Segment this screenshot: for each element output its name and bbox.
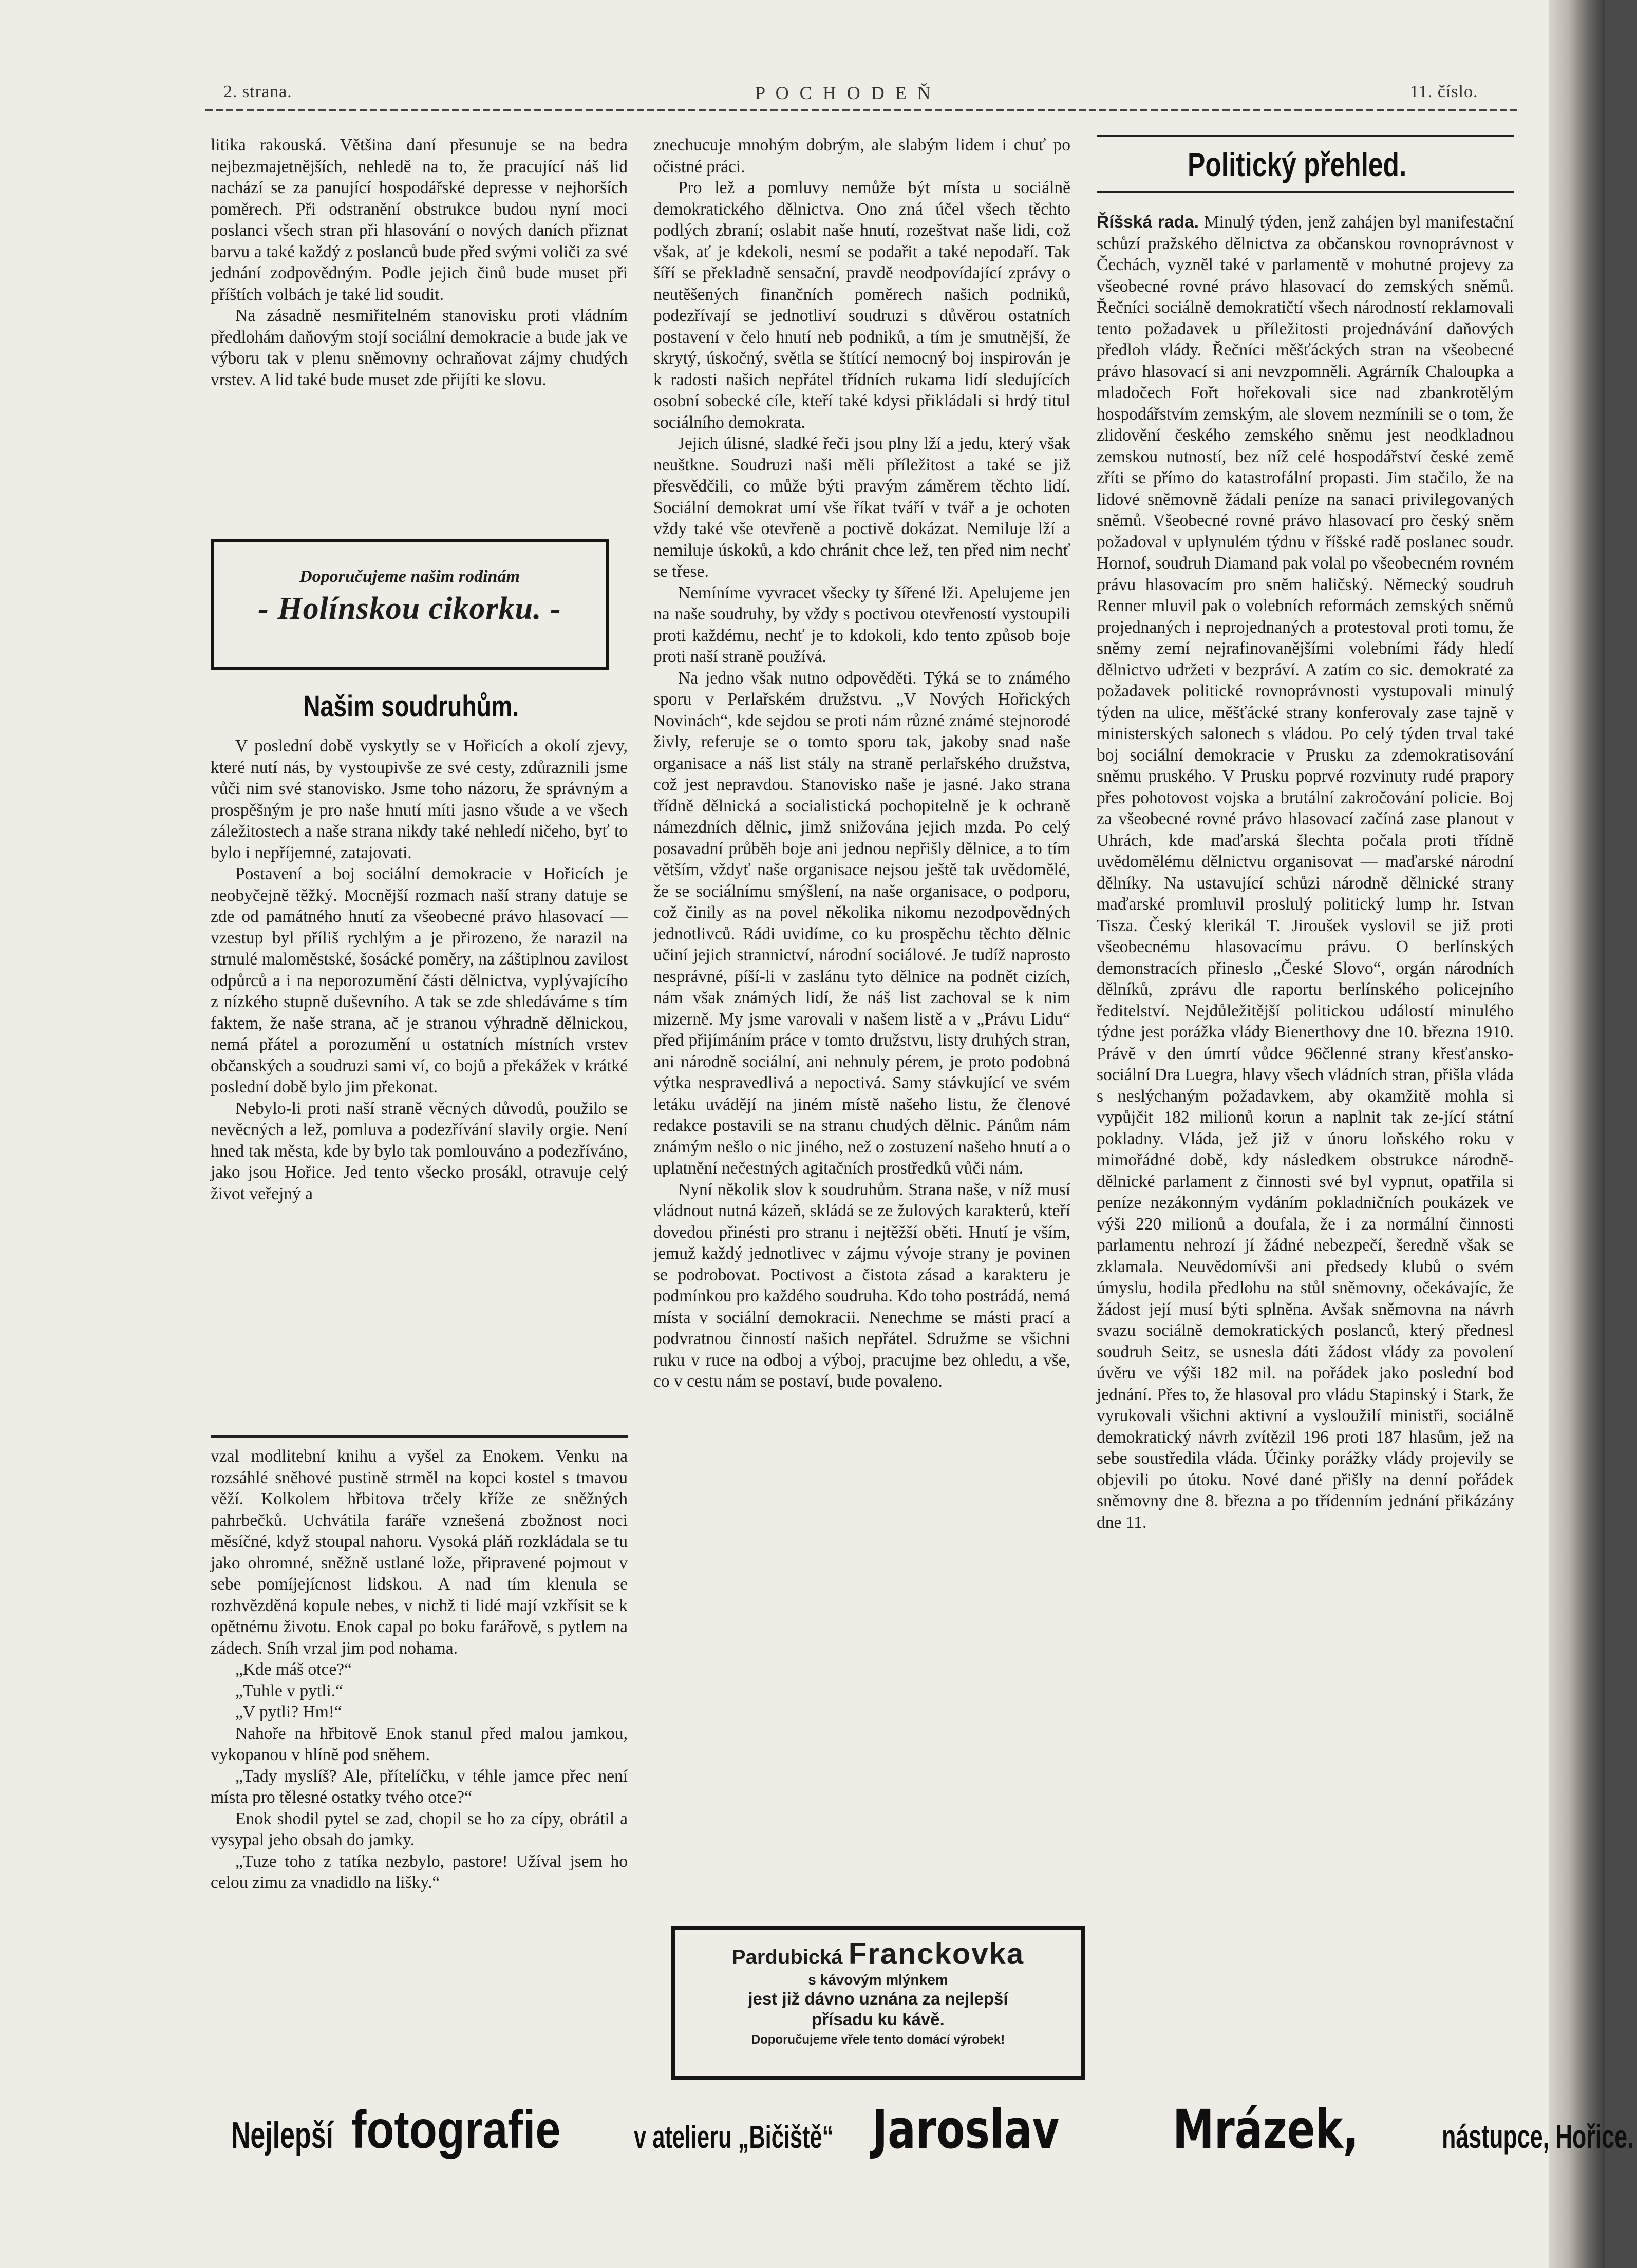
issue-number: 11. číslo. [1410,82,1478,101]
book-binding-edge [1549,0,1605,2268]
section-rule-bottom [1097,191,1514,193]
paragraph: Nemíníme vyvracet všecky ty šířené lži. Apelujeme jen na naše soudruhy, by vždy s poctivou otevřeností vystoupili proti každému, nechť je to kdokoli, kdo tento způsob boje proti naší straně používá. [653,583,1070,666]
banner-word: Jaroslav [872,2098,1060,2161]
paragraph: „Tuze toho z tatíka nezbylo, pastore! Užíval jsem ho celou zimu za vnadidlo na lišky.“ [211,1851,628,1892]
paragraph: Na jedno však nutno odpověděti. Týká se to známého sporu v Perlařském družstvu. „V Nových Hořických Novinách“, kde sejdou se proti nám různé známé stejnorodé živly, referuje se o tomto sporu tak, jakoby snad naše organisace a náš list stály na straně perlařského družstva, což jest nepravdou. Stanovisko naše je jasné. Jako strana třídně dělnická a socialistická pochopitelně je k ochraně námezdních dělnic, jimž snižována jejich mzda. Po celý posavadní průběh boje ani jednou nepřišly dělnice, a to tím větším, vždyť naše organisace nejsou ještě tak uvědomělé, že se sociálnímu smýšlení, na naše organisace, o podporu, což činily as na povel několika nikomu nezodpovědných jednotlivců. Rádi uvidíme, co ku prospěchu těchto dělnic učiní jejich strannictví, národní sociálové. Je tudíž naprosto nesprávné, píší-li v zaslánu tyto dělnice na podnět cizích, nám však známých lidí, že náš list zachoval se k nim mizerně. My jsme varovali v našem listě a v „Právu Lidu“ před přijímáním práce v tomto družstvu, listy druhých stran, ani národně sociální, ani nehnuly pérem, je proto podobná výtka nespravedlivá a nepoctivá. Samy stávkující ve svém letáku uvádějí na jiném místě našeho listu, že členové redakce postavili se na stranu chudých dělnic. Pánům nám známým nešlo o nic jiného, než o zostuzení našeho hnutí a o uplatnění nečestných agitačních prostředků vůči nám. [653,668,1070,1178]
column-separator [211,1435,628,1438]
header-rule [205,109,1520,111]
photographer-advertisement [231,2098,1637,2160]
ad-line: s kávovým mlýnkem [808,1972,948,1988]
banner-word: v atelieru „Bičiště“ [633,2120,834,2155]
column-3-article [1097,212,1514,1533]
lead-in: Říšská rada. [1097,213,1199,232]
column-1-story [211,1446,628,1894]
section-heading: Politický přehled. [1188,145,1407,183]
ad-brand-name: Franckovka [848,1937,1025,1971]
article-heading: Našim soudruhům. [303,690,519,723]
paragraph: vzal modlitební knihu a vyšel za Enokem. Venku na rozsáhlé sněhové pustině strměl na kopci kostel s tmavou věží. Kolkolem hřbitova trčely kříže ze sněžných pahrbečků. Uchvátila faráře vznešená zbožnost noci měsíčné, když stoupal nahoru. Vysoká pláň rozkládala se tu jako ohromné, sněžně ustlané lože, připravené pojmout v sebe pomíjejícnost lidskou. A nad tím klenula se rozhvězděná kopule nebes, v nichž ti lidé mají vzkřísit se k opětnému životu. Enok capal po boku farářově, s pytlem na zádech. Sníh vrzal jim pod nohama. [211,1447,628,1658]
banner-word: Nejlepší [231,2115,333,2156]
ad-line: jest již dávno uznána za nejlepší [748,1989,1008,2008]
dialogue-line: „V pytli? Hm!“ [235,1703,342,1722]
banner-word: Mrázek, [1172,2098,1359,2161]
column-1-article [211,735,628,1204]
banner-word: nástupce, Hořice. [1442,2118,1634,2155]
banner-word: fotografie [351,2100,561,2160]
column-2-article [653,135,1070,1392]
page-number: 2. strana. [223,82,292,101]
paragraph: Na zásadně nesmiřitelném stanovisku proti vládním předlohám daňovým stojí sociální demokracie a bude jak ve výboru tak v plenu sněmovny ochraňovat zájmy chudých vrstev. A lid také bude muset zde přijíti ke slovu. [211,306,628,389]
paragraph: znechucuje mnohým dobrým, ale slabým lidem i chuť po očistné práci. [653,136,1070,176]
paragraph: Nyní několik slov k soudruhům. Strana naše, v níž musí vládnout nutná kázeň, skládá se ze žulových karakterů, kteří dovedou přinésti pro stranu i nejtěžší oběti. Hnutí je vším, jemuž každý jednotlivec v zájmu vývoje strany je povinen se podrobovat. Poctivost a čistota zásad a karakteru je podmínkou pro každého soudruha. Kdo toho postrádá, nemá místa v sociální demokracii. Nenechme se másti prací a podvratnou činností našich nepřátel. Sdružme se všichni ruku v ruce na odboj a výboj, pracujme bez ohledu, a vše, co v cestu nám se postaví, bude povaleno. [653,1180,1070,1391]
ad-brand: - Holínskou cikorku. - [258,591,561,626]
ad-recommendation: Doporučujeme vřele tento domácí výrobek! [751,2033,1005,2047]
ad-title [675,1937,1081,1971]
paragraph: Enok shodil pytel se zad, chopil se ho za cípy, obrátil a vysypal jeho obsah do jamky. [211,1809,628,1849]
paragraph: Postavení a boj sociální demokracie v Hořicích je neobyčejně těžký. Mocnější rozmach naší strany datuje se zde od památného hnutí za všeobecné právo hlasovací — vzestup byl příliš rychlým a je přirozeno, že narazil na strnulé maloměstské, šosácké poměry, na záštiplnou zavilost odpůrců a i na neporozumění části dělnictva, vyplývajícího z nízkého stupně duševního. A tak se zde shledáváme s tím faktem, že naše strana, ač je stranou výhradně dělnickou, nemá přátel a porozumění u ostatních místních vrstev občanských a soudruzi sami ví, co bojů a překážek v krátké poslední době bylo jim překonat. [211,864,628,1097]
paragraph [1097,212,1514,1533]
paragraph: Nebylo-li proti naší straně věcných důvodů, použilo se nevěcných a lež, pomluva a podezřívání slavily orgie. Není hned tak města, kde by bylo tak pomlouváno a podezříváno, jako jsou Hořice. Jed tento všecko prosákl, otravuje celý život veřejný a [211,1099,628,1203]
paragraph: V poslední době vyskytly se v Hořicích a okolí zjevy, které nutí nás, by vystoupivše ze své cesty, zdůraznili jsme vůči nim své stanovisko. Jsme toho názoru, že správným a prospěšným je pro naše hnutí míti jasno všude a ve všech záležitostech a naše strana nikdy také nehledí ničeho, byť to bylo i nepříjemné, zatajovati. [211,736,628,862]
ad-line: Doporučujeme našim rodinám [299,567,520,586]
paragraph: Nahoře na hřbitově Enok stanul před malou jamkou, vykopanou v hlíně pod sněhem. [211,1724,628,1764]
paragraph: Jejich úlisné, sladké řeči jsou plny lží a jedu, který však neuštkne. Soudruzi naši měli příležitost a také se již přesvědčili, co může býti pravým záměrem těchto lidí. Sociální demokrat umí vše říkat tváří v tvář a je ochoten vždy také vše otevřeně a poctivě dokázat. Nemiluje lží a nemiluje úskoků, a kdo chránit chce lež, ten před nim nechť se třese. [653,434,1070,581]
paragraph: „Tady myslíš? Ale, přítelíčku, v téhle jamce přec není místa pro tělesné ostatky tvého otce?“ [211,1766,628,1807]
paragraph: litika rakouská. Většina daní přesunuje se na bedra nejbezmajetnějších, nehledě na to, že pracující náš lid nachází se za panující hospodářské depresse v nejhorších poměrech. Při odstranění obstrukce budou nyní moci poslanci všech stran při hlasování o nových daních přiznat barvu a také každý z poslanců bude před svými voliči za své jednání zodpovědným. Podle jejich činů bude muset při příštích volbách je také lid soudit. [211,136,628,304]
paragraph: Pro lež a pomluvy nemůže být místa u sociálně demokratického dělnictva. Ono zná účel všech těchto podlých zbraní; oslabit naše hnutí, rozeštvat naše lidi, což však, ať je kdekoli, nesmí se podařit a také nepodaří. Tak šíří se překladně sensační, pravdě neodpovídající zprávy o neutěšených finančních poměrech našich podniků, podezřívají se jednotliví soudruzi s důvěrou ostatních postavení v čelo hnutí neb podniků, a tím je smutnější, že skrytý, úskočný, světla se štítící nemocný boj inspirován je k radosti našich nepřátel třídních rukama lidí sledujících osobní sobecké cíle, kteří také kdysi přikládali si hrdý titul sociálního demokrata. [653,178,1070,432]
newspaper-title: P O C H O D E Ň [755,83,934,103]
paragraph-text: Minulý týden, jenž zahájen byl manifestační schůzí pražského dělnictva za občanskou rovnoprávnost v Čechách, vyzněl také v parlamentě v mohutné projevy za všeobecné rovné právo hlasovací do zemských sněmů. Řečníci sociálně demokratičtí všech národností reklamovali tento požadavek u příležitosti projednávání daňových předloh vlády. Řečníci měšťáckých stran na všeobecné právo hlasovací si ani nevzpomněli. Agrárník Chaloupka a mladočech Fořt hořekovali sice nad zbankrotělým hospodářstvím zemským, ale slovem nezmínili se o tom, že zlidovění českého zemského sněmu jest neodkladnou zemskou nutností, bez níž celé hospodářství české země zříti se přímo do katastrofální propasti. Jim stačilo, že na lidové sněmovně žádali peníze na sanaci privilegovaných sněmů. Všeobecné rovné právo hlasovací pro český sněm požadoval v uplynulém týdnu v říšské radě poslanec soudr. Hornof, soudruh Diamand pak volal po všeobecném rovném právu hlasovacím pro sněm haličský. Německý soudruh Renner mluvil pak o volebních reformách zemských sněmů projednaných i neprojednaných a protestoval proti tomu, že sněmy zemí nejrafinovanějšími volebními řády hledí dělnictvo udržeti v bezpráví. A zatím co sic. demokraté za požadavek politické rovnoprávnosti vystupovali minulý týden na ulice, měšťácké strany konferovaly zase tajně v ministerských salonech s vládou. Po celý týden trval také boj sociální demokracie v Prusku za zdemokratisování sněmu pruského. V Prusku poprvé rozvinuty rudé prapory přes pohotovost vojska a brutální zakročování policie. Boj za všeobecné rovné právo hlasovací začíná zase planout v Uhrách, kde maďarská šlechta počala proti třídně uvědomělému dělnictvu organisovat — maďarské národní dělníky. Na ustavující schůzi národně dělnické strany maďarské promluvil proslulý politický lump hr. Istvan Tisza. Český klerikál T. Jiroušek vyslovil se již proti všeobecnému hlasovacímu právu. O berlínských demonstracích přineslo „České Slovo“, orgán národních dělníků, zprávu dle raportu berlínského policejního ředitelství. Nejdůležitější politickou událostí minulého týdne jest porážka vlády Bienerthovy dne 10. března 1910. Právě v den úmrtí vůdce 96členné strany křesťansko-sociální Dra Luegra, hlavy všech vládních stran, přišla vláda s neslýchaným požadavkem, aby okamžitě mohla si vypůjčit 182 milionů korun a naplnit tak ze-jící státní pokladny. Vláda, jež již v únoru loňského roku v mimořádné době, kdy následkem obstrukce národně-dělnické parlament z činnosti své byl vypnut, opatřila si peníze nezákonným vydáním pokladničních poukázek ve výši 220 milionů a doufala, že i za normální činnosti parlamentu nehrozí jí žádné nebezpečí, šeredně však se zklamala. Neuvědomívši ani předsedy klubů o svém úmyslu, hodila předlohu na stůl sněmovny, očekávajíc, že žádost její musí býti splněna. Avšak sněmovna na návrh svazu sociálně demokratických poslanců, který přednesl soudruh Seitz, se usnesla dáti žádost vlády za povolení úvěru ve výši 182 mil. na pořádek jako poslední bod jednání. Přes to, že hlasoval pro vládu Stapinský i Stark, že vyrukovali všichni aktivní a vysloužilí ministři, sociálně demokratický návrh zvítězil 196 proti 187 hlasům, jež na sebe soustředila vláda. Účinky porážky vlády projevily se objevili po útoku. Nové dané přišly na denní pořádek sněmovny dne 8. března a po třídenním jednání přikázány dne 11. [1097,213,1514,1532]
dialogue-line: „Tuhle v pytli.“ [235,1681,343,1700]
section-rule-top [1097,135,1514,137]
franckovka-advertisement [671,1926,1085,2080]
ad-line: přísadu ku kávě. [812,2010,945,2029]
ad-brand-prefix: Pardubická [731,1946,843,1969]
chicory-advertisement [211,539,609,670]
column-1-top [211,135,628,390]
dialogue-line: „Kde máš otce?“ [235,1660,352,1679]
